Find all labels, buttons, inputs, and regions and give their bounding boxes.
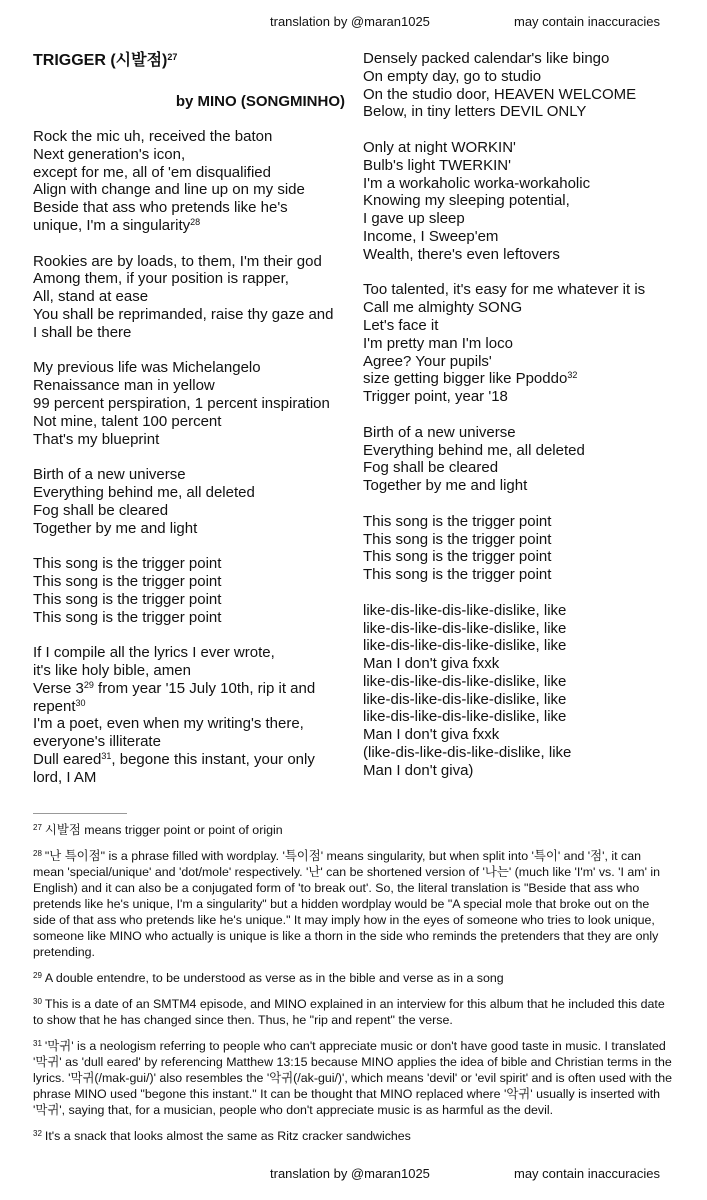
lyric-line: I shall be there (33, 323, 132, 341)
footnote (33, 1038, 673, 1118)
lyric-line: Next generation's icon, (33, 145, 186, 163)
lyric-line: (like-dis-like-dis-like-dislike, like (363, 744, 572, 762)
footnote-text: It's a snack that looks almost the same as Ritz cracker sandwiches (44, 1129, 411, 1143)
stanza (363, 139, 683, 264)
lyric-line: Below, in tiny letters DEVIL ONLY (363, 103, 587, 121)
page-footer (0, 1162, 707, 1184)
footnote-divider (33, 813, 127, 814)
footnote (33, 970, 673, 986)
lyric-line: On the studio door, HEAVEN WELCOME (363, 85, 637, 103)
lyric-line: This song is the trigger point (363, 512, 552, 530)
lyric-line: I'm pretty man I'm loco (363, 334, 513, 352)
lyric-line: it's like holy bible, amen (33, 661, 191, 679)
lyric-line: This song is the trigger point (33, 572, 222, 590)
lyric-line: Together by me and light (363, 477, 528, 495)
footnote-text: "난 특이점" is a phrase filled with wordplay. '특이점' means singularity, but when split into '특이' and '점', it can mean 'special/unique' and 'dot/mole' respectively. '난' can be shortened version of '나는' (much like 'I'm' vs. 'I am' in English) and it can also be a conjugated form of 'to break out'. So, the literal translation is "Beside that ass who pretends like he's unique, I'm a singularity" but a hidden wordplay would be "A special mole that broke out on the side of that ass who pretends like he's unique." It may imply how in the eyes of someone who tries to look unique, someone like MINO who actually is unique is like a thorn in the side who reminds the pretenders that they are only pretending. (33, 849, 661, 959)
disclaimer: may contain inaccuracies (514, 1166, 660, 1181)
lyric-line: like-dis-like-dis-like-dislike, like (363, 708, 567, 726)
footnote (33, 848, 673, 960)
stanza (33, 128, 355, 235)
footnote-number: 31 (33, 1039, 42, 1048)
lyric-line: Among them, if your position is rapper, (33, 270, 289, 288)
lyric-line: like-dis-like-dis-like-dislike, like (363, 690, 567, 708)
lyric-line: Too talented, it's easy for me whatever it is (363, 281, 646, 299)
lyric-line: I'm a workaholic worka-workaholic (363, 174, 591, 192)
footnote-ref: 29 (83, 679, 94, 690)
lyric-line: like-dis-like-dis-like-dislike, like (363, 672, 567, 690)
footnote (33, 822, 673, 838)
lyric-line: Dull eared$^{31}$, begone this instant, your only (33, 750, 315, 768)
lyric-line: Bulb's light TWERKIN' (363, 156, 511, 174)
lyric-line: Only at night WORKIN' (363, 138, 516, 156)
lyric-line: Wealth, there's even leftovers (363, 245, 560, 263)
lyric-line: If I compile all the lyrics I ever wrote, (33, 644, 275, 662)
lyric-line: Densely packed calendar's like bingo (363, 50, 610, 67)
translation-credit: translation by @maran1025 (270, 1166, 430, 1181)
lyric-line: I gave up sleep (363, 210, 465, 228)
lyric-line: Birth of a new universe (363, 423, 516, 441)
lyric-line: This song is the trigger point (33, 608, 222, 626)
lyric-line: Fog shall be cleared (363, 459, 499, 477)
footnote-ref: 32 (567, 370, 578, 381)
lyric-line: Beside that ass who pretends like he's (33, 199, 288, 217)
lyric-line: Rock the mic uh, received the baton (33, 128, 273, 145)
lyric-line: All, stand at ease (33, 288, 149, 306)
lyric-line: Renaissance man in yellow (33, 377, 215, 395)
stanza (33, 253, 355, 342)
lyric-line: like-dis-like-dis-like-dislike, like (363, 601, 567, 619)
stanza (363, 513, 683, 584)
page-header (0, 10, 707, 32)
lyric-line: lord, I AM (33, 768, 97, 786)
lyric-line: On empty day, go to studio (363, 67, 542, 85)
stanza (363, 281, 683, 406)
artist-credit: by MINO (SONGMINHO) (175, 93, 345, 110)
lyric-line: repent$^{30}$ (33, 697, 86, 715)
lyric-line: size getting bigger like Ppoddo$^{32}$ (363, 370, 578, 388)
stanza (363, 602, 683, 780)
stanza (363, 424, 683, 495)
translation-credit: translation by @maran1025 (270, 14, 430, 29)
footnote (33, 1128, 673, 1144)
lyric-line: Fog shall be cleared (33, 501, 169, 519)
title-block (33, 50, 355, 112)
stanza (33, 644, 355, 786)
lyric-line: This song is the trigger point (363, 530, 552, 548)
footnote-number: 32 (33, 1129, 42, 1138)
lyric-line: I'm a poet, even when my writing's there, (33, 715, 304, 733)
lyrics-right-column (363, 50, 683, 797)
lyric-line: Man I don't giva) (363, 761, 474, 779)
song-title: TRIGGER (시발점)$^{27}$ (33, 52, 178, 69)
lyric-line: Everything behind me, all deleted (33, 483, 255, 501)
lyric-line: unique, I'm a singularity$^{28}$ (33, 216, 201, 234)
stanza (33, 555, 355, 626)
lyric-line: Birth of a new universe (33, 466, 186, 484)
lyric-line: Call me almighty SONG (363, 299, 523, 317)
lyric-line: like-dis-like-dis-like-dislike, like (363, 619, 567, 637)
lyric-line: Man I don't giva fxxk (363, 655, 500, 673)
lyric-line: Not mine, talent 100 percent (33, 412, 222, 430)
lyric-line: 99 percent perspiration, 1 percent inspiration (33, 394, 330, 412)
footnote-ref: 30 (75, 697, 86, 708)
stanza (33, 359, 355, 448)
lyric-line: This song is the trigger point (33, 555, 222, 573)
lyric-line: Knowing my sleeping potential, (363, 192, 570, 210)
lyric-line: Together by me and light (33, 519, 198, 537)
footnote-number: 27 (33, 823, 42, 832)
lyric-line: Man I don't giva fxxk (363, 726, 500, 744)
lyric-line: Rookies are by loads, to them, I'm their god (33, 252, 322, 270)
lyric-line: Income, I Sweep'em (363, 227, 499, 245)
footnote-text: A double entendre, to be understood as verse as in the bible and verse as in a song (44, 971, 504, 985)
footnotes (33, 822, 673, 1154)
right-stanzas (363, 50, 683, 780)
lyric-line: except for me, all of 'em disqualified (33, 163, 271, 181)
lyrics-left-column (33, 50, 355, 804)
footnote-number: 29 (33, 971, 42, 980)
footnote-ref: 31 (101, 750, 112, 761)
left-stanzas (33, 128, 355, 786)
footnote-ref: 28 (190, 216, 201, 227)
lyric-line: Verse $3^{29}$ from year '15 July 10th, rip it and (33, 679, 316, 697)
lyric-line: Align with change and line up on my side (33, 181, 305, 199)
lyric-line: Let's face it (363, 316, 439, 334)
lyric-line: like-dis-like-dis-like-dislike, like (363, 637, 567, 655)
footnote-number: 30 (33, 997, 42, 1006)
lyric-line: This song is the trigger point (363, 548, 552, 566)
footnote-number: 28 (33, 849, 42, 858)
lyric-line: This song is the trigger point (363, 566, 552, 584)
lyric-line: Everything behind me, all deleted (363, 441, 585, 459)
disclaimer: may contain inaccuracies (514, 14, 660, 29)
footnote-text: This is a date of an SMTM4 episode, and MINO explained in an interview for this album that he included this date to show that he has changed since then. Thus, he "rip and repent" the verse. (33, 997, 665, 1027)
footnote (33, 996, 673, 1028)
stanza (363, 50, 683, 121)
footnote-ref: 27 (167, 52, 178, 62)
lyric-line: Agree? Your pupils' (363, 352, 492, 370)
lyric-line: You shall be reprimanded, raise thy gaze and (33, 305, 334, 323)
footnote-text: 시발점 means trigger point or point of origin (44, 823, 283, 837)
stanza (33, 466, 355, 537)
lyric-line: This song is the trigger point (33, 590, 222, 608)
lyric-line: everyone's illiterate (33, 733, 161, 751)
footnote-text: '막귀' is a neologism referring to people who can't appreciate music or don't have good taste in music. I translated '막귀' as 'dull eared' by referencing Matthew 13:15 because MINO applies the idea of bible and Christian terms in the lyrics. '막귀(/mak-gui/)' also resembles the '악귀(/ak-gui/)', which means 'devil' or 'evil spirit' and is often used with the phrase MINO used "begone this instant." It can be thought that MINO replaced where '악귀' usually is inserted with '막귀', saying that, for a musician, people who don't appreciate music is as harmful as the devil. (33, 1039, 673, 1117)
lyric-line: Trigger point, year '18 (363, 388, 508, 406)
lyric-line: That's my blueprint (33, 430, 160, 448)
lyric-line: My previous life was Michelangelo (33, 359, 261, 377)
